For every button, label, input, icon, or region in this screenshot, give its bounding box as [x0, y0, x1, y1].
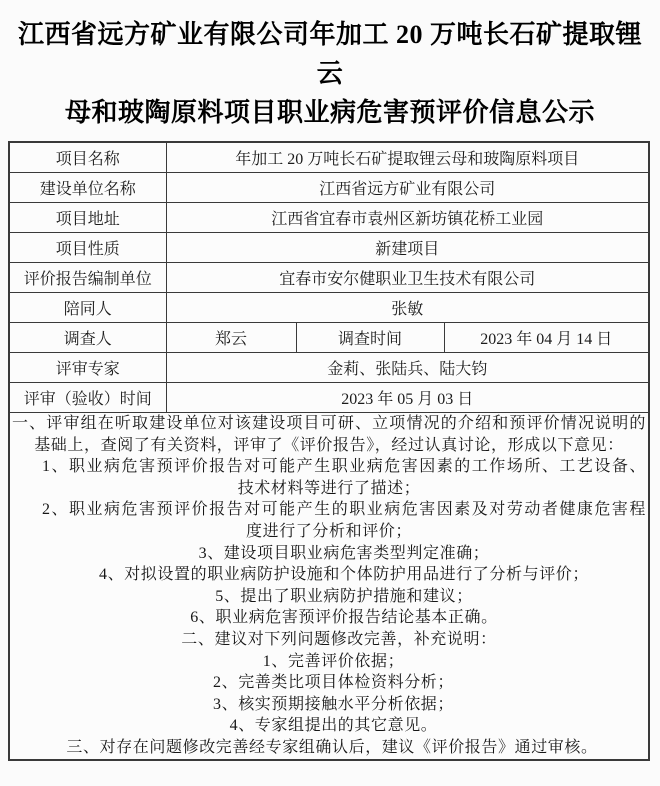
row-accompanying-person	[9, 293, 649, 323]
opinion-line: 技术材料等进行了描述；	[237, 479, 421, 497]
opinion-line: 4、对拟设置的职业病防护设施和个体防护用品进行了分析与评价；	[99, 566, 590, 584]
opinion-line: 3、核实预期接触水平分析依据；	[213, 695, 455, 713]
opinion-line: 三、对存在问题修改完善经专家组确认后，建议《评价报告》通过审核。	[66, 738, 598, 756]
field-value-review-experts: 金莉、张陆兵、陆大钧	[166, 353, 649, 383]
field-value-report-compiler: 宜春市安尔健职业卫生技术有限公司	[166, 263, 649, 293]
field-value-accompanying-person: 张敏	[166, 293, 649, 323]
page-title	[8, 15, 652, 132]
opinion-line: 5、提出了职业病防护措施和建议；	[215, 587, 473, 605]
info-table	[8, 141, 650, 761]
field-value-investigation-date: 2023 年 04 月 14 日	[444, 323, 649, 353]
opinion-line: 度进行了分析和评价；	[246, 522, 413, 540]
page-title-line-1: 江西省远方矿业有限公司年加工 20 万吨长石矿提取锂云	[17, 20, 642, 88]
field-value-review-date: 2023 年 05 月 03 日	[166, 383, 649, 413]
opinion-line: 2、完善类比项目体检资料分析；	[213, 674, 455, 692]
opinion-line: 6、职业病危害预评价报告结论基本正确。	[190, 609, 498, 627]
opinion-line: 1、职业病危害预评价报告对可能产生职业病危害因素的工作场所、工艺设备、	[42, 458, 647, 476]
row-review-opinion	[9, 413, 649, 760]
row-construction-unit	[9, 173, 649, 203]
field-value-investigator: 郑云	[166, 323, 296, 353]
row-project-address	[9, 203, 649, 233]
opinion-line: 一、评审组在听取建设单位对该建设项目可研、立项情况的介绍和预评价情况说明的	[12, 415, 647, 432]
opinion-line: 3、建设项目职业病危害类型判定准确；	[198, 544, 490, 562]
field-value-project-address: 江西省宜春市袁州区新坊镇花桥工业园	[166, 203, 649, 233]
row-project-nature	[9, 233, 649, 263]
row-review-date	[9, 383, 649, 413]
field-label-review-experts: 评审专家	[9, 353, 166, 383]
field-label-project-address: 项目地址	[9, 203, 166, 233]
field-value-project-nature: 新建项目	[166, 233, 649, 263]
page-title-line-2: 母和玻陶原料项目职业病危害预评价信息公示	[64, 98, 595, 127]
opinion-line: 基础上，查阅了有关资料，评审了《评价报告》，经过认真讨论，形成以下意见：	[34, 436, 624, 454]
review-opinion-text	[9, 413, 649, 760]
opinion-line: 2、职业病危害预评价报告对可能产生的职业病危害因素及对劳动者健康危害程	[42, 501, 647, 519]
opinion-line: 1、完善评价依据；	[262, 652, 405, 670]
field-label-review-date: 评审（验收）时间	[9, 383, 166, 413]
field-label-project-name: 项目名称	[9, 142, 166, 173]
field-label-project-nature: 项目性质	[9, 233, 166, 263]
opinion-line: 4、专家组提出的其它意见。	[229, 717, 438, 735]
field-label-construction-unit: 建设单位名称	[9, 173, 166, 203]
field-label-accompanying-person: 陪同人	[9, 293, 166, 323]
field-value-project-name: 年加工 20 万吨长石矿提取锂云母和玻陶原料项目	[166, 142, 649, 173]
row-project-name	[9, 142, 649, 173]
row-review-experts	[9, 353, 649, 383]
opinion-line: 二、建议对下列问题修改完善，补充说明：	[181, 630, 497, 648]
field-label-report-compiler: 评价报告编制单位	[9, 263, 166, 293]
field-label-investigator: 调查人	[9, 323, 166, 353]
row-report-compiler	[9, 263, 649, 293]
field-label-investigation-date: 调查时间	[296, 323, 444, 353]
field-value-construction-unit: 江西省远方矿业有限公司	[166, 173, 649, 203]
row-investigator	[9, 323, 649, 353]
